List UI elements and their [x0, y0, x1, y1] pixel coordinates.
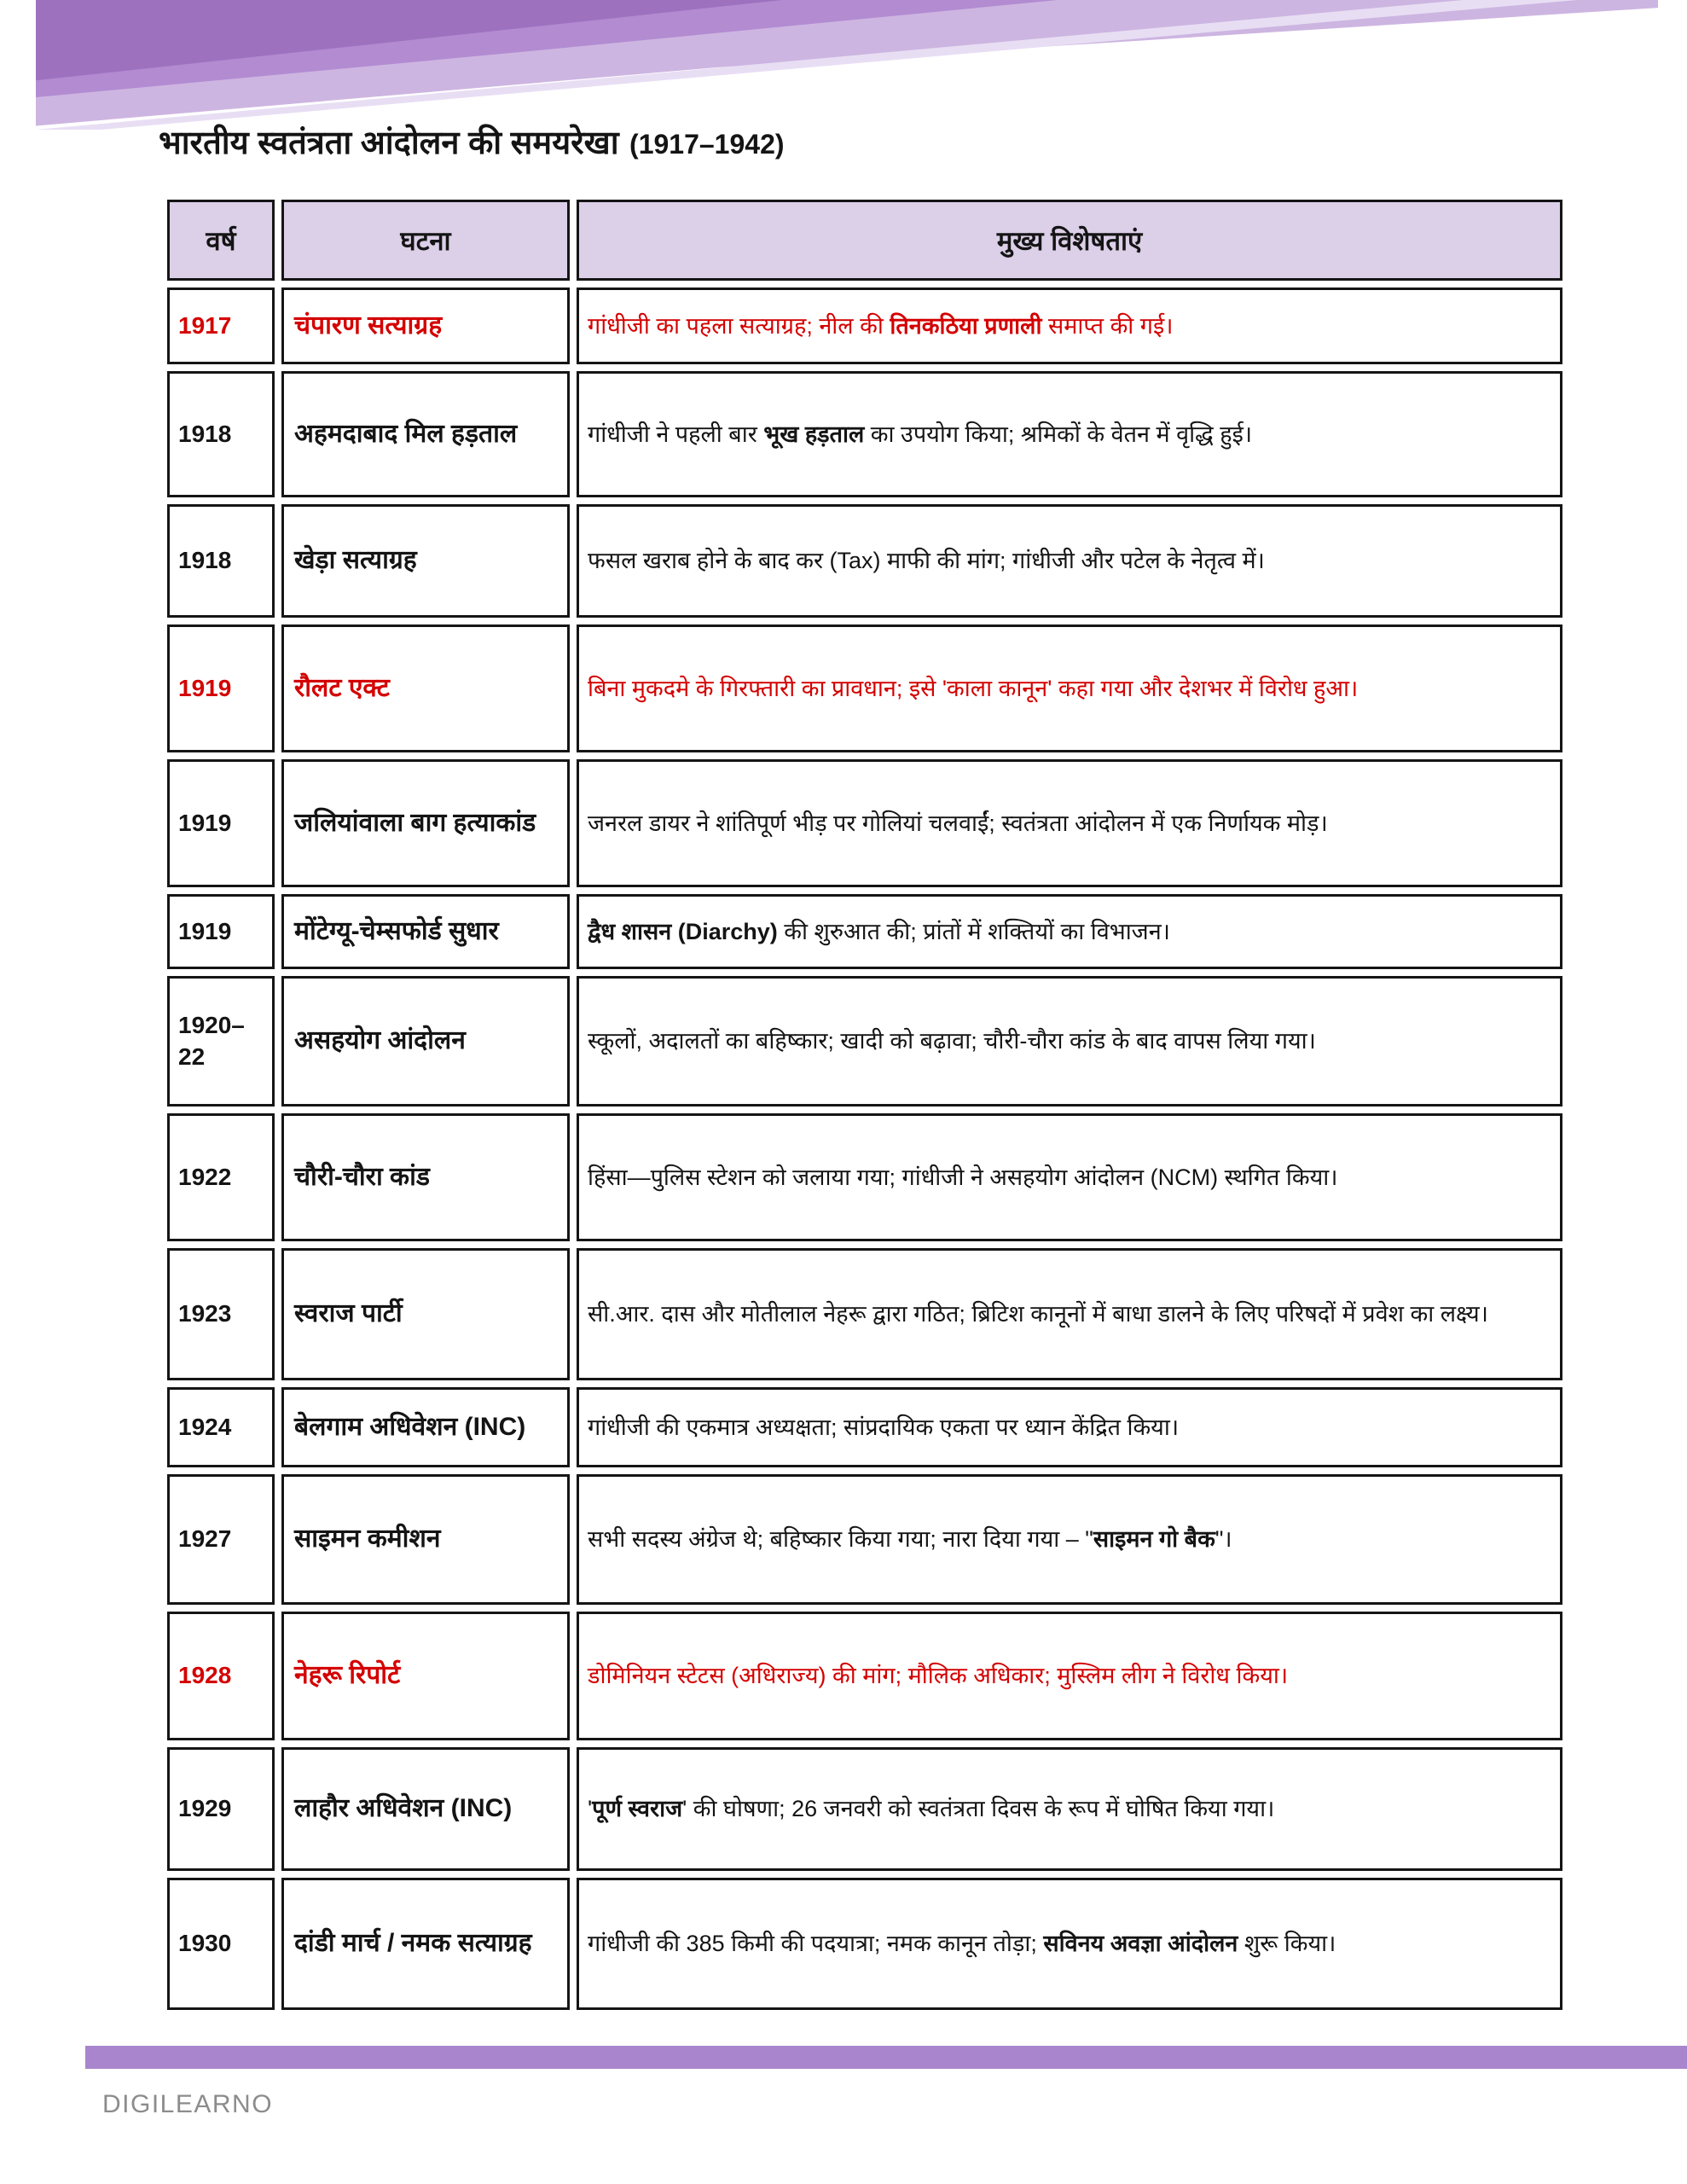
- table-row: [167, 1747, 1562, 1871]
- year-cell: 1923: [167, 1248, 275, 1380]
- event-cell: चंपारण सत्याग्रह: [281, 288, 570, 364]
- year-cell: 1917: [167, 288, 275, 364]
- header-row: [167, 200, 1562, 281]
- features-cell: डोमिनियन स्टेटस (अधिराज्य) की मांग; मौलिक अधिकार; मुस्लिम लीग ने विरोध किया।: [577, 1612, 1562, 1740]
- event-cell: नेहरू रिपोर्ट: [281, 1612, 570, 1740]
- timeline-table: [160, 193, 1569, 2017]
- event-cell: अहमदाबाद मिल हड़ताल: [281, 371, 570, 497]
- table-row: [167, 1612, 1562, 1740]
- footer-brand: DIGILEARNO: [102, 2090, 274, 2118]
- table-row: [167, 504, 1562, 618]
- table-row: [167, 976, 1562, 1107]
- year-cell: 1929: [167, 1747, 275, 1871]
- page-decoration-wave: [36, 0, 1658, 130]
- year-cell: 1919: [167, 624, 275, 752]
- year-cell: 1927: [167, 1474, 275, 1605]
- features-cell: गांधीजी ने पहली बार भूख हड़ताल का उपयोग किया; श्रमिकों के वेतन में वृद्धि हुई।: [577, 371, 1562, 497]
- header-event: घटना: [281, 200, 570, 281]
- features-cell: स्कूलों, अदालतों का बहिष्कार; खादी को बढ़ावा; चौरी-चौरा कांड के बाद वापस लिया गया।: [577, 976, 1562, 1107]
- features-cell: गांधीजी की 385 किमी की पदयात्रा; नमक कानून तोड़ा; सविनय अवज्ञा आंदोलन शुरू किया।: [577, 1878, 1562, 2010]
- year-cell: 1919: [167, 894, 275, 969]
- event-cell: खेड़ा सत्याग्रह: [281, 504, 570, 618]
- features-cell: गांधीजी का पहला सत्याग्रह; नील की तिनकठिया प्रणाली समाप्त की गई।: [577, 288, 1562, 364]
- features-cell: गांधीजी की एकमात्र अध्यक्षता; सांप्रदायिक एकता पर ध्यान केंद्रित किया।: [577, 1387, 1562, 1467]
- event-cell: स्वराज पार्टी: [281, 1248, 570, 1380]
- page-title: भारतीय स्वतंत्रता आंदोलन की समयरेखा: [159, 125, 619, 161]
- year-cell: 1928: [167, 1612, 275, 1740]
- table-row: [167, 1248, 1562, 1380]
- table-row: [167, 624, 1562, 752]
- features-cell: सभी सदस्य अंग्रेज थे; बहिष्कार किया गया; नारा दिया गया – "साइमन गो बैक"।: [577, 1474, 1562, 1605]
- footer-bar: [85, 2046, 1687, 2069]
- event-cell: चौरी-चौरा कांड: [281, 1113, 570, 1241]
- features-cell: द्वैध शासन (Diarchy) की शुरुआत की; प्रांतों में शक्तियों का विभाजन।: [577, 894, 1562, 969]
- table-row: [167, 1878, 1562, 2010]
- header-features: मुख्य विशेषताएं: [577, 200, 1562, 281]
- event-cell: दांडी मार्च / नमक सत्याग्रह: [281, 1878, 570, 2010]
- year-cell: 1918: [167, 504, 275, 618]
- table-row: [167, 1474, 1562, 1605]
- year-cell: 1922: [167, 1113, 275, 1241]
- table-row: [167, 894, 1562, 969]
- table-row: [167, 1387, 1562, 1467]
- year-cell: 1919: [167, 759, 275, 887]
- features-cell: हिंसा—पुलिस स्टेशन को जलाया गया; गांधीजी ने असहयोग आंदोलन (NCM) स्थगित किया।: [577, 1113, 1562, 1241]
- event-cell: असहयोग आंदोलन: [281, 976, 570, 1107]
- table-row: [167, 371, 1562, 497]
- event-cell: रौलट एक्ट: [281, 624, 570, 752]
- table-row: [167, 1113, 1562, 1241]
- features-cell: फसल खराब होने के बाद कर (Tax) माफी की मांग; गांधीजी और पटेल के नेतृत्व में।: [577, 504, 1562, 618]
- features-cell: बिना मुकदमे के गिरफ्तारी का प्रावधान; इसे 'काला कानून' कहा गया और देशभर में विरोध हुआ।: [577, 624, 1562, 752]
- features-cell: सी.आर. दास और मोतीलाल नेहरू द्वारा गठित; ब्रिटिश कानूनों में बाधा डालने के लिए परिषदों में प्रवेश का लक्ष्य।: [577, 1248, 1562, 1380]
- event-cell: लाहौर अधिवेशन (INC): [281, 1747, 570, 1871]
- year-cell: 1924: [167, 1387, 275, 1467]
- year-cell: 1918: [167, 371, 275, 497]
- table-row: [167, 759, 1562, 887]
- year-cell: 1920–22: [167, 976, 275, 1107]
- event-cell: साइमन कमीशन: [281, 1474, 570, 1605]
- title-year-range: (1917–1942): [629, 129, 785, 160]
- event-cell: मोंटेग्यू-चेम्सफोर्ड सुधार: [281, 894, 570, 969]
- page-title-block: [159, 119, 785, 164]
- features-cell: 'पूर्ण स्वराज' की घोषणा; 26 जनवरी को स्वतंत्रता दिवस के रूप में घोषित किया गया।: [577, 1747, 1562, 1871]
- table-row: [167, 288, 1562, 364]
- year-cell: 1930: [167, 1878, 275, 2010]
- header-year: वर्ष: [167, 200, 275, 281]
- timeline-table-body: [167, 288, 1562, 2010]
- event-cell: बेलगाम अधिवेशन (INC): [281, 1387, 570, 1467]
- features-cell: जनरल डायर ने शांतिपूर्ण भीड़ पर गोलियां चलवाईं; स्वतंत्रता आंदोलन में एक निर्णायक मोड़।: [577, 759, 1562, 887]
- event-cell: जलियांवाला बाग हत्याकांड: [281, 759, 570, 887]
